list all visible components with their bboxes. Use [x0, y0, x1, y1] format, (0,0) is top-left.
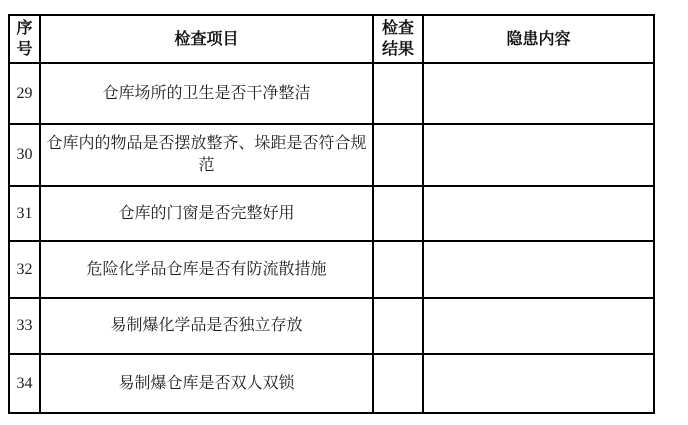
- header-serial-number: 序号: [9, 15, 40, 63]
- hazard-content-cell: [423, 124, 654, 186]
- inspection-item-cell: 易制爆化学品是否独立存放: [40, 298, 373, 354]
- hazard-content-cell: [423, 354, 654, 413]
- table-row: [9, 124, 654, 186]
- check-result-cell: [373, 354, 423, 413]
- inspection-item-cell: 危险化学品仓库是否有防流散措施: [40, 241, 373, 298]
- inspection-checklist-table: [8, 14, 655, 414]
- inspection-item-cell: 易制爆仓库是否双人双锁: [40, 354, 373, 413]
- serial-number-cell: 30: [9, 124, 40, 186]
- header-hazard-content: 隐患内容: [423, 15, 654, 63]
- check-result-cell: [373, 124, 423, 186]
- check-result-cell: [373, 241, 423, 298]
- hazard-content-cell: [423, 241, 654, 298]
- inspection-item-cell: 仓库内的物品是否摆放整齐、垛距是否符合规范: [40, 124, 373, 186]
- serial-number-cell: 34: [9, 354, 40, 413]
- table-header-row: [9, 15, 654, 63]
- hazard-content-cell: [423, 298, 654, 354]
- hazard-content-cell: [423, 63, 654, 124]
- serial-number-cell: 33: [9, 298, 40, 354]
- check-result-cell: [373, 63, 423, 124]
- table-row: [9, 241, 654, 298]
- table-row: [9, 186, 654, 241]
- header-inspection-item: 检查项目: [40, 15, 373, 63]
- serial-number-cell: 31: [9, 186, 40, 241]
- hazard-content-cell: [423, 186, 654, 241]
- check-result-cell: [373, 186, 423, 241]
- table-row: [9, 63, 654, 124]
- inspection-item-cell: 仓库场所的卫生是否干净整洁: [40, 63, 373, 124]
- table-row: [9, 298, 654, 354]
- table-row: [9, 354, 654, 413]
- serial-number-cell: 32: [9, 241, 40, 298]
- header-check-result: 检查结果: [373, 15, 423, 63]
- inspection-item-cell: 仓库的门窗是否完整好用: [40, 186, 373, 241]
- serial-number-cell: 29: [9, 63, 40, 124]
- check-result-cell: [373, 298, 423, 354]
